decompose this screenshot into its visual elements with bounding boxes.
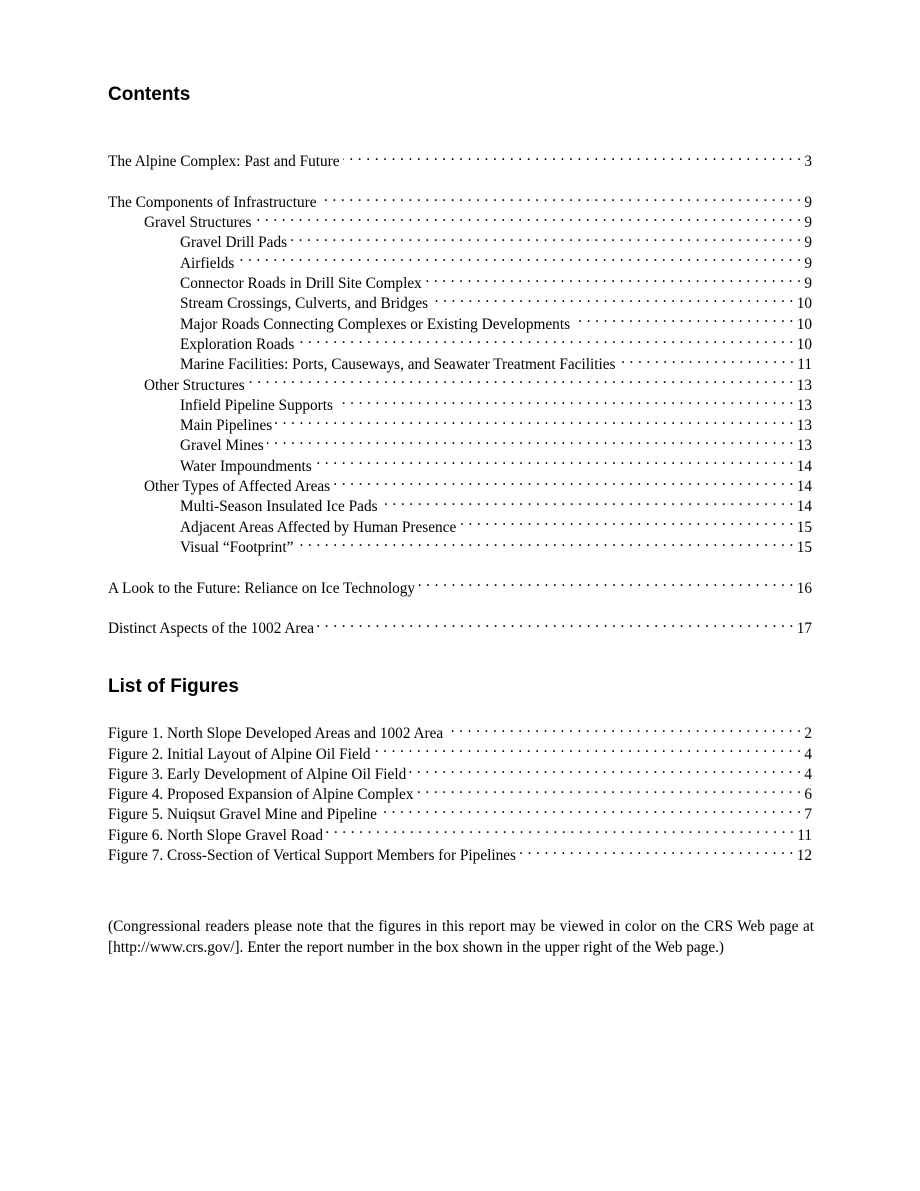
toc-entry-page: 3 bbox=[804, 153, 812, 171]
contents-list bbox=[108, 146, 812, 638]
dot-leader bbox=[519, 840, 794, 860]
congressional-note: (Congressional readers please note that the figures in this report may be viewed in color on the CRS Web page at [http://www.crs.gov/]. Enter the report number in the box shown in the upper right of the Web page.) bbox=[108, 918, 814, 956]
dot-leader bbox=[248, 369, 794, 389]
dot-leader bbox=[254, 207, 801, 227]
toc-entry-page: 16 bbox=[796, 579, 812, 597]
toc-entry[interactable] bbox=[108, 572, 812, 597]
toc-entry-page: 9 bbox=[804, 254, 812, 272]
dot-leader bbox=[380, 799, 801, 819]
figure-entry-page: 4 bbox=[804, 765, 812, 783]
toc-entry-title: Gravel Structures bbox=[144, 214, 252, 232]
dot-leader bbox=[618, 349, 794, 369]
toc-entry-title: The Components of Infrastructure bbox=[108, 193, 317, 211]
figure-entry-page: 11 bbox=[797, 826, 812, 844]
figures-heading: List of Figures bbox=[108, 676, 239, 697]
toc-entry-page: 9 bbox=[804, 275, 812, 293]
figure-entry-title: Figure 5. Nuiqsut Gravel Mine and Pipeline bbox=[108, 806, 377, 824]
toc-entry-title: Connector Roads in Drill Site Complex bbox=[180, 275, 422, 293]
toc-entry-page: 14 bbox=[796, 478, 812, 496]
toc-entry-title: Main Pipelines bbox=[180, 417, 273, 435]
figure-entry-page: 2 bbox=[804, 725, 812, 743]
figure-entry-page: 4 bbox=[804, 745, 812, 763]
toc-entry-title: Infield Pipeline Supports bbox=[180, 396, 333, 414]
dot-leader bbox=[237, 247, 801, 267]
figure-entry-title: Figure 4. Proposed Expansion of Alpine Complex bbox=[108, 786, 414, 804]
dot-leader bbox=[418, 572, 794, 592]
toc-entry-title: A Look to the Future: Reliance on Ice Technology bbox=[108, 579, 416, 597]
toc-entry-title: Airfields bbox=[180, 254, 235, 272]
dot-leader bbox=[417, 779, 802, 799]
toc-entry-title: Visual “Footprint” bbox=[180, 538, 294, 556]
dot-leader bbox=[459, 511, 793, 531]
dot-leader bbox=[431, 288, 794, 308]
dot-leader bbox=[275, 410, 794, 430]
toc-entry-page: 15 bbox=[796, 538, 812, 556]
toc-entry-title: Other Structures bbox=[144, 376, 245, 394]
toc-entry-title: The Alpine Complex: Past and Future bbox=[108, 153, 340, 171]
dot-leader bbox=[425, 268, 802, 288]
figure-entry-title: Figure 7. Cross-Section of Vertical Support Members for Pipelines bbox=[108, 847, 517, 865]
dot-leader bbox=[320, 187, 802, 207]
toc-entry-title: Stream Crossings, Culverts, and Bridges bbox=[180, 295, 429, 313]
toc-entry-page: 10 bbox=[796, 335, 812, 353]
dot-leader bbox=[343, 146, 802, 166]
toc-entry-page: 13 bbox=[796, 396, 812, 414]
dot-leader bbox=[333, 471, 794, 491]
toc-entry-page: 13 bbox=[796, 376, 812, 394]
figure-entry-title: Figure 1. North Slope Developed Areas and 1002 Area bbox=[108, 725, 444, 743]
figure-entry-page: 12 bbox=[796, 847, 812, 865]
dot-leader bbox=[315, 450, 794, 470]
figure-entry-title: Figure 3. Early Development of Alpine Oil Field bbox=[108, 765, 407, 783]
toc-entry-title: Marine Facilities: Ports, Causeways, and Seawater Treatment Facilities bbox=[180, 356, 616, 374]
toc-entry-page: 9 bbox=[804, 193, 812, 211]
dot-leader bbox=[297, 329, 793, 349]
toc-entry-title: Major Roads Connecting Complexes or Existing Developments bbox=[180, 315, 571, 333]
figure-entry[interactable] bbox=[108, 718, 812, 743]
dot-leader bbox=[374, 738, 802, 758]
toc-entry-title: Other Types of Affected Areas bbox=[144, 478, 331, 496]
dot-leader bbox=[573, 308, 794, 328]
toc-entry-title: Exploration Roads bbox=[180, 335, 295, 353]
toc-entry-page: 13 bbox=[796, 417, 812, 435]
dot-leader bbox=[290, 227, 801, 247]
toc-entry-page: 17 bbox=[796, 620, 812, 638]
toc-entry-title: Water Impoundments bbox=[180, 457, 312, 475]
figure-entry-page: 7 bbox=[804, 806, 812, 824]
dot-leader bbox=[381, 491, 794, 511]
toc-entry-page: 15 bbox=[796, 518, 812, 536]
toc-entry[interactable] bbox=[108, 187, 812, 211]
dot-leader bbox=[446, 718, 801, 738]
toc-entry-page: 10 bbox=[796, 315, 812, 333]
toc-entry-title: Gravel Mines bbox=[180, 437, 264, 455]
figure-entry-page: 6 bbox=[804, 786, 812, 804]
dot-leader bbox=[317, 613, 794, 633]
dot-leader bbox=[409, 759, 801, 779]
contents-heading: Contents bbox=[108, 84, 191, 105]
toc-entry[interactable] bbox=[108, 146, 812, 171]
toc-entry-title: Distinct Aspects of the 1002 Area bbox=[108, 620, 315, 638]
toc-entry-page: 10 bbox=[796, 295, 812, 313]
toc-entry-title: Gravel Drill Pads bbox=[180, 234, 288, 252]
figures-list bbox=[108, 718, 812, 865]
toc-entry-page: 9 bbox=[804, 214, 812, 232]
toc-entry-page: 13 bbox=[796, 437, 812, 455]
dot-leader bbox=[326, 819, 794, 839]
toc-entry[interactable] bbox=[108, 613, 812, 638]
toc-entry-page: 11 bbox=[797, 356, 812, 374]
toc-entry-title: Adjacent Areas Affected by Human Presence bbox=[180, 518, 457, 536]
toc-entry-page: 9 bbox=[804, 234, 812, 252]
toc-entry-title: Multi-Season Insulated Ice Pads bbox=[180, 498, 378, 516]
toc-entry-page: 14 bbox=[796, 457, 812, 475]
dot-leader bbox=[267, 430, 794, 450]
figure-entry-title: Figure 6. North Slope Gravel Road bbox=[108, 826, 323, 844]
dot-leader bbox=[336, 390, 794, 410]
toc-entry-page: 14 bbox=[796, 498, 812, 516]
dot-leader bbox=[296, 532, 793, 552]
figure-entry-title: Figure 2. Initial Layout of Alpine Oil Field bbox=[108, 745, 371, 763]
